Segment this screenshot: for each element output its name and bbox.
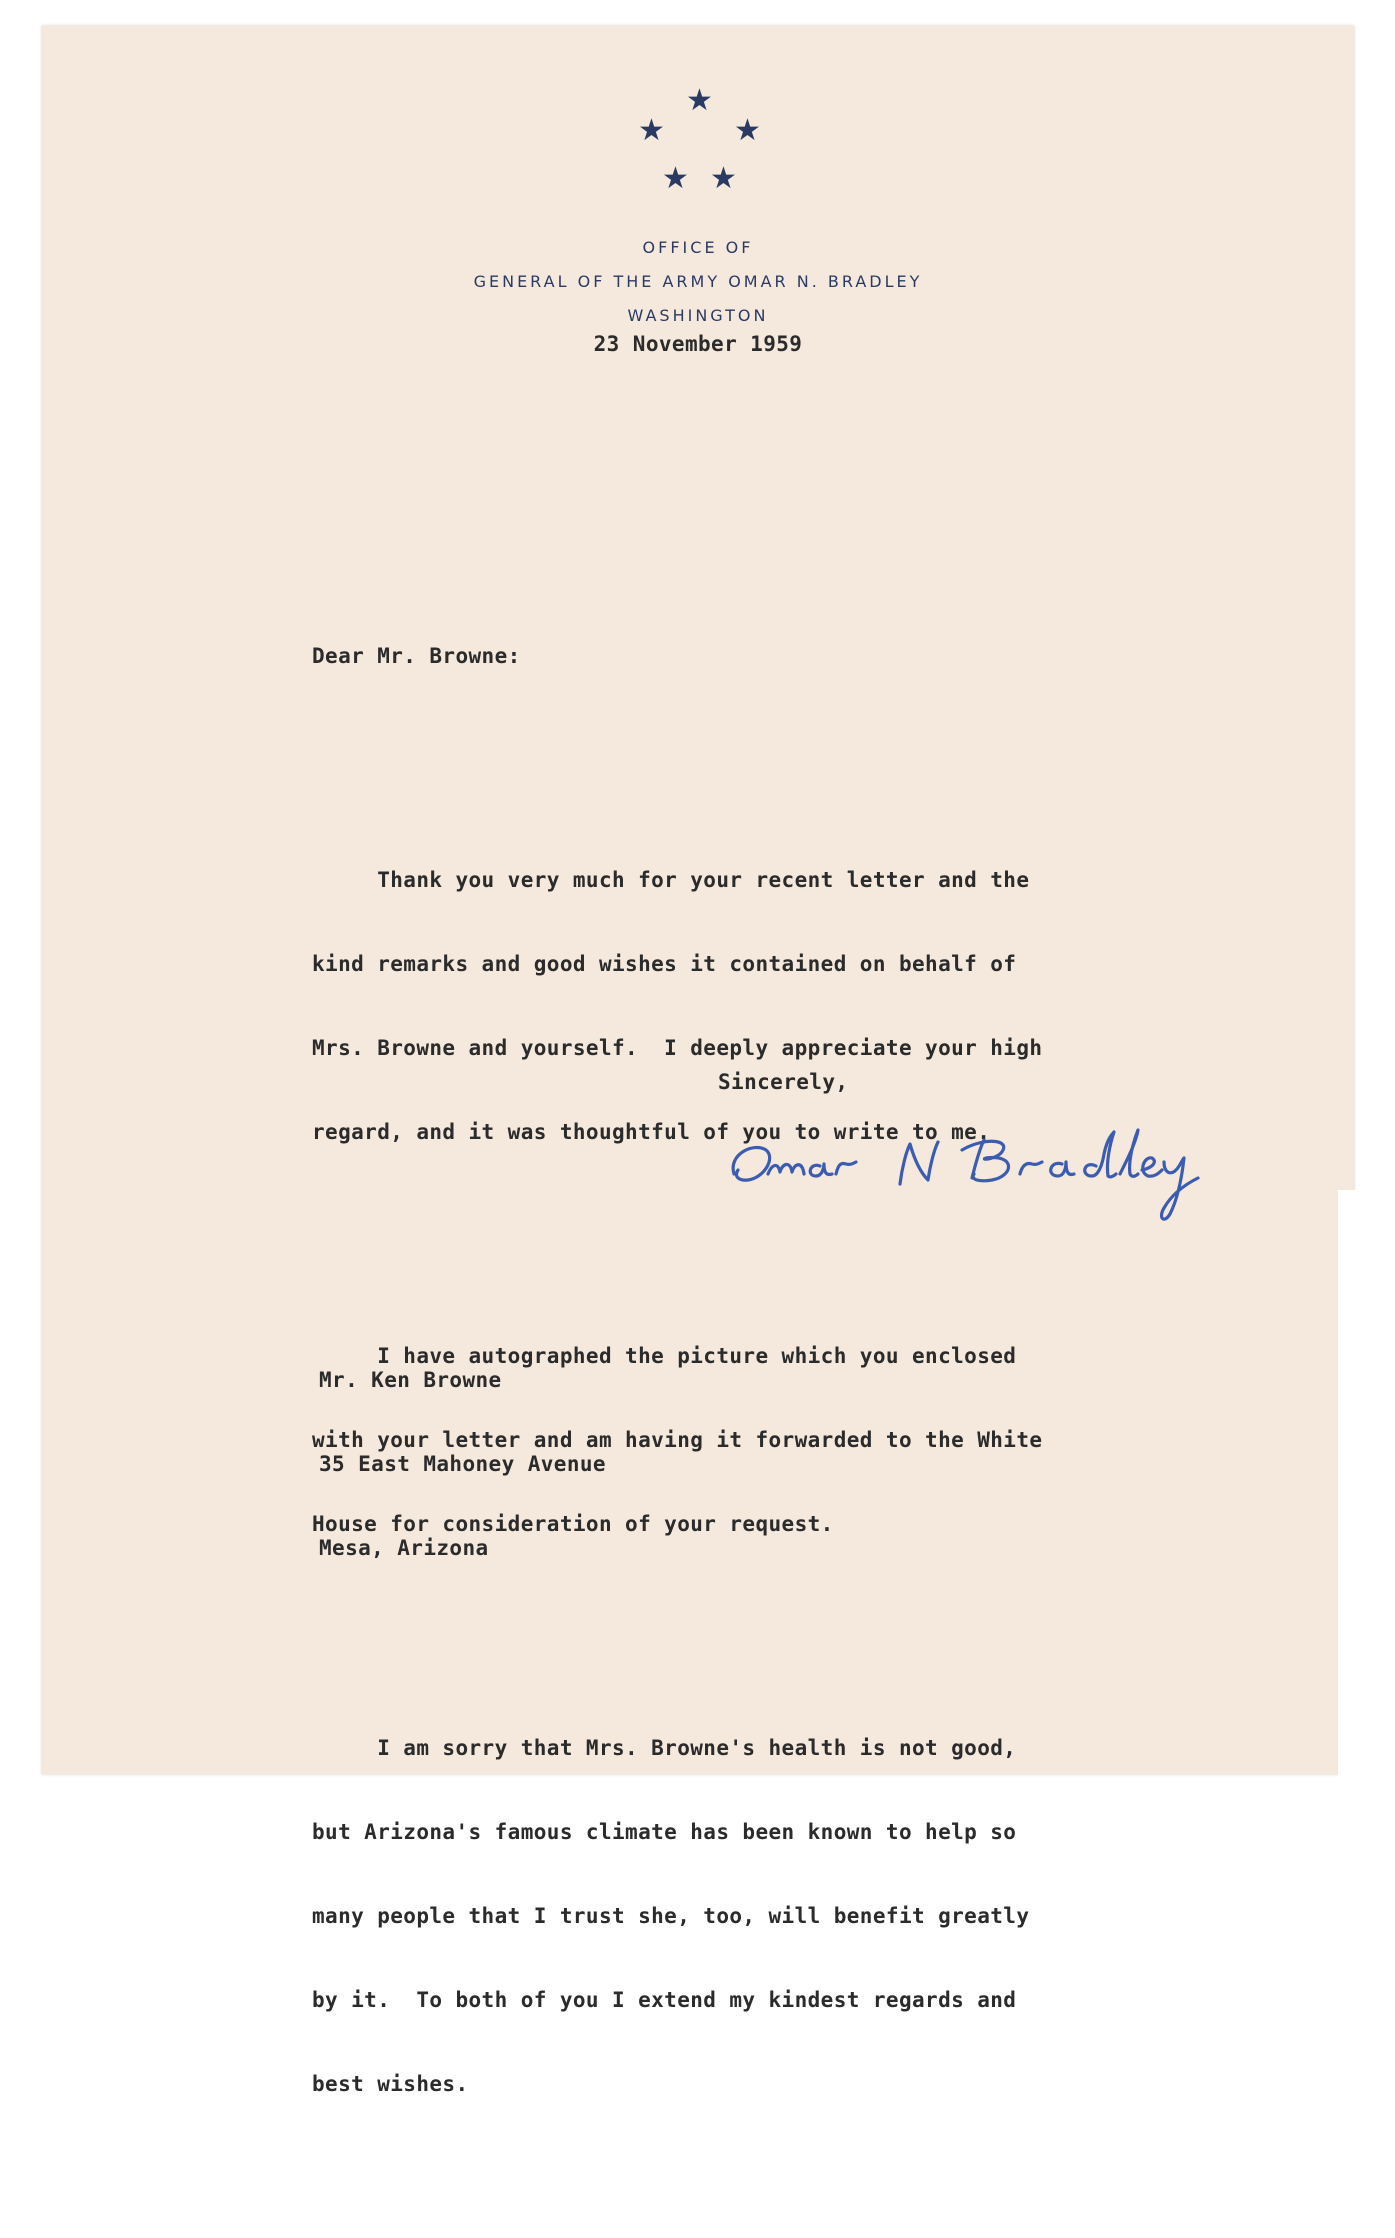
star-icon: ★ (662, 161, 689, 196)
paragraph-line: Mrs. Browne and yourself. I deeply appreciate your high (312, 1036, 1043, 1060)
letterhead-office-of: OFFICE OF (642, 238, 754, 257)
paragraph-line: regard, and it was thoughtful of you to write to me. (312, 1120, 991, 1144)
paragraph-line: best wishes. (312, 2072, 469, 2096)
star-icon: ★ (686, 83, 713, 118)
star-icon: ★ (710, 161, 737, 196)
paragraph-line: Thank you very much for your recent letter and the (312, 868, 1030, 892)
paragraph-line: many people that I trust she, too, will benefit greatly (312, 1904, 1030, 1928)
address-line: 35 East Mahoney Avenue (319, 1452, 606, 1476)
paragraph-line: House for consideration of your request. (312, 1512, 834, 1536)
paragraph-line: but Arizona's famous climate has been known to help so (312, 1820, 1017, 1844)
paragraph-line: kind remarks and good wishes it contained on behalf of (312, 952, 1017, 976)
five-star-insignia (598, 83, 798, 226)
letterhead-city: WASHINGTON (627, 306, 769, 325)
letterhead (42, 83, 1354, 325)
paragraph-line: with your letter and am having it forwarded to the White (312, 1428, 1043, 1452)
paragraph-line: I am sorry that Mrs. Browne's health is not good, (312, 1736, 1017, 1760)
letterhead-title: GENERAL OF THE ARMY OMAR N. BRADLEY (473, 272, 923, 291)
closing: Sincerely, (718, 1070, 849, 1094)
letter-date: 23 November 1959 (593, 332, 803, 356)
salutation-line: Dear Mr. Browne: (312, 644, 521, 668)
handwritten-signature (724, 1114, 1264, 1244)
star-icon: ★ (734, 113, 761, 148)
address-line: Mr. Ken Browne (319, 1368, 502, 1392)
paragraph-line: I have autographed the picture which you enclosed (312, 1344, 1017, 1368)
paper-torn-edge (1338, 1190, 1358, 1780)
paragraph-3 (312, 1678, 1042, 2154)
recipient-address (319, 1310, 606, 1618)
letter-paper (42, 26, 1354, 2096)
star-icon: ★ (638, 113, 665, 148)
salutation (312, 586, 1042, 726)
address-line: Mesa, Arizona (319, 1536, 489, 1560)
paragraph-line: by it. To both of you I extend my kindest regards and (312, 1988, 1017, 2012)
